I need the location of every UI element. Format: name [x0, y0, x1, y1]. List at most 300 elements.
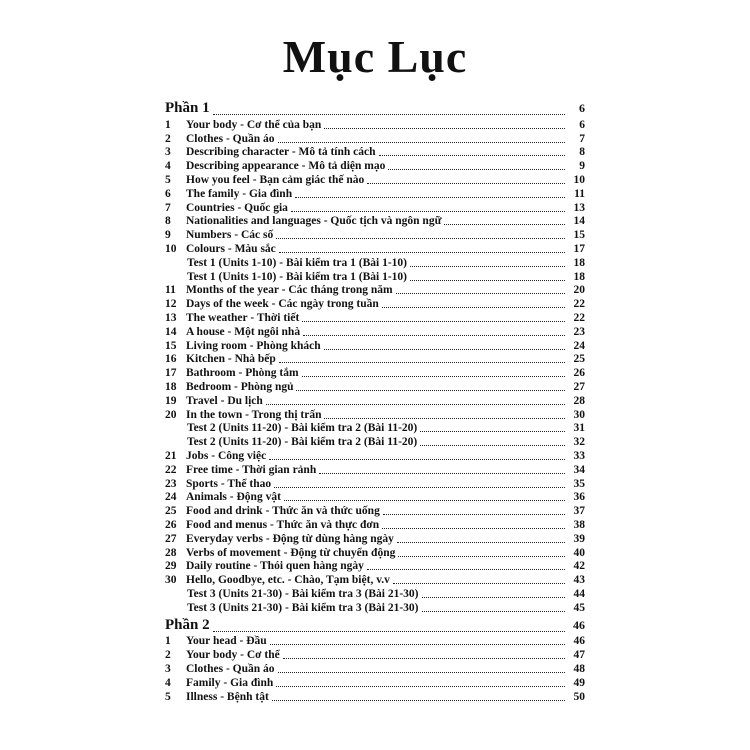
toc-entry-english: Test 1 (Units 1-10)	[187, 270, 277, 283]
toc-entry-title	[187, 257, 407, 269]
toc-entry-title	[187, 271, 407, 283]
table-of-contents	[165, 97, 585, 703]
toc-dot-leader	[324, 127, 565, 129]
toc-entry-english: Nationalities and languages	[186, 215, 321, 228]
toc-entry-vietnamese: Thức ăn và thực đơn	[276, 518, 380, 531]
toc-entry-separator: -	[276, 270, 286, 283]
toc-page-number: 22	[573, 298, 585, 311]
toc-entry-separator: -	[278, 284, 289, 297]
toc-entry-english: Kitchen	[186, 353, 225, 366]
toc-entry	[165, 172, 585, 186]
toc-dot-leader	[278, 671, 565, 673]
toc-page-number: 40	[573, 546, 585, 559]
toc-dot-leader	[272, 699, 565, 701]
toc-entry-number: 2	[165, 649, 171, 662]
toc-entry-separator: -	[239, 187, 249, 200]
toc-entry	[165, 517, 585, 531]
toc-page-number: 18	[573, 270, 585, 283]
toc-dot-leader	[410, 265, 565, 267]
toc-page-number: 17	[573, 242, 585, 255]
toc-entry-title	[186, 202, 288, 214]
toc-entry-english: Test 2 (Units 11-20)	[187, 436, 282, 449]
toc-page-number: 24	[573, 339, 585, 352]
toc-entry-separator: -	[281, 422, 292, 435]
toc-dot-leader	[324, 417, 565, 419]
toc-entry-separator: -	[268, 298, 279, 311]
toc-entry-vietnamese: Thể thao	[227, 477, 272, 490]
toc-page-number: 37	[573, 505, 585, 518]
toc-entry-separator: -	[298, 160, 309, 173]
toc-entry-number: 22	[165, 463, 177, 476]
toc-entry-english: Food and drink	[186, 505, 263, 518]
toc-entry-vietnamese: Gia đình	[248, 187, 293, 200]
toc-entry-english: Describing character	[186, 146, 289, 159]
toc-entry-english: The weather	[186, 311, 248, 324]
toc-entry-title	[186, 691, 269, 703]
toc-entry-title	[186, 409, 321, 421]
toc-entry-number: 14	[165, 325, 177, 338]
toc-page-number: 31	[573, 422, 585, 435]
toc-page-number: 18	[573, 256, 585, 269]
toc-entry-separator: -	[237, 118, 247, 131]
toc-page-number: 48	[573, 663, 585, 676]
toc-entry-number: 29	[165, 560, 177, 573]
toc-dot-leader	[279, 251, 565, 253]
toc-page-number: 35	[573, 477, 585, 490]
toc-entry-separator: -	[282, 601, 292, 614]
toc-dot-leader	[367, 568, 565, 570]
toc-entry-title	[186, 284, 393, 296]
toc-page-number: 28	[573, 394, 585, 407]
toc-dot-leader	[382, 306, 565, 308]
toc-entry-number: 24	[165, 491, 177, 504]
toc-page-number: 30	[573, 408, 585, 421]
toc-entry-vietnamese: Quần áo	[232, 663, 275, 676]
toc-entry-title	[186, 229, 273, 241]
toc-entry-title	[186, 146, 376, 158]
toc-entry-number: 26	[165, 518, 177, 531]
toc-dot-leader	[296, 389, 565, 391]
toc-entry-title	[187, 422, 417, 434]
toc-entry-separator: -	[262, 505, 273, 518]
toc-entry-english: Bathroom	[186, 367, 236, 380]
toc-entry	[165, 117, 585, 131]
toc-dot-leader	[388, 168, 565, 170]
toc-page-number: 14	[573, 215, 585, 228]
toc-entry-title	[186, 353, 276, 365]
toc-entry-title	[186, 478, 271, 490]
toc-entry-separator: -	[234, 201, 245, 214]
toc-entry-number: 11	[165, 284, 176, 297]
toc-entry-title	[186, 560, 364, 572]
toc-entry	[165, 448, 585, 462]
toc-dot-leader	[276, 685, 565, 687]
page-title: Mục Lục	[282, 31, 468, 82]
toc-entry	[165, 407, 585, 421]
toc-entry-english: Clothes	[186, 132, 224, 145]
toc-entry-english: Test 3 (Units 21-30)	[187, 601, 283, 614]
toc-entry-english: Your head	[186, 635, 237, 648]
toc-entry-title	[186, 635, 267, 647]
toc-dot-leader	[444, 223, 565, 225]
toc-entry-vietnamese: Các tháng trong năm	[288, 284, 393, 297]
toc-entry-vietnamese: Cơ thể của bạn	[246, 118, 322, 131]
toc-test-entry	[165, 586, 585, 600]
toc-entry-english: How you feel	[186, 173, 250, 186]
toc-entry	[165, 296, 585, 310]
toc-dot-leader	[367, 182, 565, 184]
toc-dot-leader	[269, 458, 565, 460]
toc-entry-title	[186, 133, 275, 145]
toc-entry-separator: -	[288, 146, 299, 159]
toc-entry-english: Countries	[186, 201, 235, 214]
toc-entry-english: Illness	[186, 690, 218, 703]
toc-entry-english: In the town	[186, 408, 243, 421]
toc-entry-english: Jobs	[186, 449, 209, 462]
toc-page-number: 9	[579, 160, 585, 173]
toc-dot-leader	[379, 154, 565, 156]
toc-entry	[165, 476, 585, 490]
toc-entry-vietnamese: Chào, Tạm biệt, v.v	[294, 574, 390, 587]
toc-dot-leader	[266, 403, 565, 405]
toc-page-number: 6	[579, 118, 585, 131]
toc-entry-vietnamese: Động từ dùng hàng ngày	[272, 532, 394, 545]
toc-page-number: 6	[579, 101, 585, 115]
toc-entry-title	[187, 588, 419, 600]
toc-entry-number: 3	[165, 663, 171, 676]
toc-entry	[165, 545, 585, 559]
toc-entry-vietnamese: Quốc tịch và ngôn ngữ	[330, 215, 442, 228]
toc-entry-separator: -	[320, 215, 331, 228]
toc-page-number: 38	[573, 518, 585, 531]
toc-page-number: 25	[573, 353, 585, 366]
toc-entry	[165, 379, 585, 393]
toc-entry-english: Describing appearance	[186, 160, 299, 173]
toc-page-number: 42	[573, 560, 585, 573]
toc-dot-leader	[410, 279, 565, 281]
toc-entry-vietnamese: Bài kiểm tra 2 (Bài 11-20)	[291, 436, 418, 449]
toc-entry-title	[186, 174, 364, 186]
toc-entry-number: 5	[165, 690, 171, 703]
toc-entry-vietnamese: Thời tiết	[256, 311, 300, 324]
toc-entry-vietnamese: Động từ chuyển động	[290, 546, 396, 559]
toc-entry-title	[186, 395, 263, 407]
toc-page-number: 33	[573, 449, 585, 462]
toc-entry-number: 17	[165, 367, 177, 380]
toc-entry-vietnamese: Công việc	[217, 449, 267, 462]
toc-entry-number: 10	[165, 242, 177, 255]
toc-entry-title	[186, 215, 441, 227]
toc-entry-english: Days of the week	[186, 298, 269, 311]
toc-entry	[165, 283, 585, 297]
toc-dot-leader	[213, 630, 565, 632]
toc-entry-english: Months of the year	[186, 284, 279, 297]
toc-dot-leader	[396, 292, 565, 294]
toc-entry	[165, 462, 585, 476]
toc-page-number: 49	[573, 676, 585, 689]
toc-entry	[165, 503, 585, 517]
toc-entry-separator: -	[236, 635, 247, 648]
toc-entry-english: Test 1 (Units 1-10)	[187, 256, 277, 269]
toc-entry-english: Your body	[186, 649, 238, 662]
toc-entry-english: Test 2 (Units 11-20)	[187, 422, 282, 435]
toc-entry-vietnamese: Một ngôi nhà	[234, 325, 301, 338]
toc-entry-title	[186, 340, 321, 352]
toc-test-entry	[165, 269, 585, 283]
toc-entry-separator: -	[267, 518, 277, 531]
toc-page-number: 46	[573, 617, 585, 632]
toc-entry	[165, 186, 585, 200]
toc-page-number: 46	[573, 635, 585, 648]
toc-entry-vietnamese: Thời gian rảnh	[242, 463, 317, 476]
toc-test-entry	[165, 600, 585, 614]
toc-entry-separator: -	[232, 463, 243, 476]
toc-entry-number: 4	[165, 160, 171, 173]
toc-page-number: 39	[573, 532, 585, 545]
toc-entry-number: 28	[165, 546, 177, 559]
toc-entry-number: 9	[165, 229, 171, 242]
toc-entry	[165, 675, 585, 689]
toc-entry-separator: -	[224, 353, 235, 366]
toc-dot-leader	[279, 361, 565, 363]
toc-dot-leader	[295, 196, 565, 198]
toc-dot-leader	[324, 348, 565, 350]
toc-entry-title	[186, 312, 299, 324]
toc-entry-title	[186, 491, 281, 503]
toc-entry-number: 25	[165, 505, 177, 518]
toc-entry-title	[186, 574, 390, 586]
toc-entry-separator: -	[217, 477, 228, 490]
toc-entry-separator: -	[220, 676, 231, 689]
toc-entry-number: 21	[165, 449, 177, 462]
toc-page-number: 7	[579, 132, 585, 145]
toc-entry	[165, 647, 585, 661]
toc-entry-number: 27	[165, 532, 177, 545]
toc-dot-leader	[213, 113, 565, 115]
toc-entry-number: 2	[165, 132, 171, 145]
toc-part-label: Phần 1	[165, 100, 210, 116]
toc-page-number: 45	[573, 601, 585, 614]
toc-part-heading	[165, 97, 585, 117]
toc-entry-english: A house	[186, 325, 225, 338]
toc-entry-english: Everyday verbs	[186, 532, 263, 545]
toc-entry-title	[186, 547, 395, 559]
toc-dot-leader	[302, 320, 565, 322]
toc-page-number: 36	[573, 491, 585, 504]
toc-entry-number: 3	[165, 146, 171, 159]
toc-dot-leader	[276, 237, 565, 239]
toc-entry-separator: -	[223, 663, 233, 676]
toc-entry-separator: -	[231, 380, 241, 393]
toc-dot-leader	[274, 486, 565, 488]
toc-entry-english: Hello, Goodbye, etc.	[186, 574, 285, 587]
toc-entry-number: 7	[165, 201, 171, 214]
toc-entry-vietnamese: Quần áo	[232, 132, 275, 145]
toc-entry-title	[186, 677, 273, 689]
toc-entry-vietnamese: Bài kiểm tra 1 (Bài 1-10)	[285, 270, 407, 283]
toc-entry-separator: -	[208, 449, 218, 462]
toc-entry-separator: -	[226, 491, 237, 504]
toc-dot-leader	[420, 444, 565, 446]
toc-entry	[165, 689, 585, 703]
toc-test-entry	[165, 255, 585, 269]
toc-entry	[165, 393, 585, 407]
toc-page-number: 23	[573, 325, 585, 338]
toc-entry-number: 30	[165, 574, 177, 587]
toc-entry-title	[186, 464, 316, 476]
toc-entry-vietnamese: Bài kiểm tra 1 (Bài 1-10)	[285, 256, 407, 269]
toc-entry	[165, 634, 585, 648]
toc-dot-leader	[291, 210, 565, 212]
toc-entry-vietnamese: Bài kiểm tra 2 (Bài 11-20)	[291, 422, 418, 435]
toc-entry-title	[186, 119, 321, 131]
toc-dot-leader	[283, 657, 565, 659]
toc-entry-vietnamese: Động vật	[236, 491, 281, 504]
toc-entry-vietnamese: Các số	[240, 229, 274, 242]
toc-entry-vietnamese: Đầu	[246, 635, 267, 648]
toc-entry-separator: -	[249, 173, 260, 186]
toc-entry	[165, 352, 585, 366]
toc-entry	[165, 200, 585, 214]
toc-dot-leader	[398, 555, 565, 557]
toc-page-number: 44	[573, 587, 585, 600]
toc-entry-number: 13	[165, 311, 177, 324]
toc-entry-separator: -	[235, 367, 246, 380]
toc-entry-title	[186, 326, 300, 338]
toc-entry-vietnamese: Trong thị trấn	[251, 408, 322, 421]
toc-entry-title	[186, 533, 394, 545]
toc-entry-separator: -	[262, 532, 273, 545]
toc-entry-title	[186, 450, 266, 462]
toc-entry-number: 16	[165, 353, 177, 366]
toc-entry-english: Test 3 (Units 21-30)	[187, 587, 283, 600]
toc-entry-vietnamese: Phòng khách	[256, 339, 321, 352]
toc-dot-leader	[270, 643, 565, 645]
toc-entry-number: 4	[165, 676, 171, 689]
toc-entry-english: Travel	[186, 394, 218, 407]
toc-entry-vietnamese: Nhà bếp	[234, 353, 276, 366]
toc-entry	[165, 559, 585, 573]
toc-entry-number: 5	[165, 173, 171, 186]
toc-entry-english: Living room	[186, 339, 247, 352]
toc-entry-separator: -	[247, 311, 257, 324]
toc-entry-english: Verbs of movement	[186, 546, 281, 559]
toc-entry-title	[186, 381, 293, 393]
toc-entry	[165, 324, 585, 338]
toc-entry-separator: -	[281, 436, 292, 449]
toc-entry	[165, 531, 585, 545]
toc-entry-english: Colours	[186, 242, 225, 255]
toc-entry-number: 18	[165, 380, 177, 393]
toc-entry	[165, 310, 585, 324]
toc-entry-separator: -	[284, 574, 295, 587]
toc-entry	[165, 241, 585, 255]
toc-entry-separator: -	[217, 690, 227, 703]
toc-entry-english: Daily routine	[186, 560, 251, 573]
toc-dot-leader	[303, 334, 565, 336]
toc-entry-english: Clothes	[186, 663, 224, 676]
toc-entry-english: Sports	[186, 477, 218, 490]
toc-test-entry	[165, 434, 585, 448]
toc-page-number: 47	[573, 649, 585, 662]
toc-entry-english: Free time	[186, 463, 233, 476]
toc-entry-number: 19	[165, 394, 177, 407]
toc-entry-vietnamese: Phòng ngủ	[240, 380, 294, 393]
toc-entry-separator: -	[276, 256, 286, 269]
toc-entry-vietnamese: Thức ăn và thức uống	[272, 505, 380, 518]
toc-entry-english: Bedroom	[186, 380, 232, 393]
toc-entry-number: 23	[165, 477, 177, 490]
toc-entry-separator: -	[224, 242, 235, 255]
toc-entry-number: 8	[165, 215, 171, 228]
toc-page-number: 34	[573, 463, 585, 476]
toc-entry-english: Numbers	[186, 229, 232, 242]
toc-entry	[165, 145, 585, 159]
toc-test-entry	[165, 421, 585, 435]
toc-entry-vietnamese: Các ngày trong tuần	[278, 298, 379, 311]
toc-entry	[165, 131, 585, 145]
toc-entry-english: The family	[186, 187, 240, 200]
toc-entry-separator: -	[250, 560, 261, 573]
toc-page-number: 50	[573, 690, 585, 703]
toc-entry	[165, 214, 585, 228]
toc-entry-number: 6	[165, 187, 171, 200]
toc-dot-leader	[420, 430, 565, 432]
toc-entry-english: Animals	[186, 491, 227, 504]
toc-entry-number: 20	[165, 408, 177, 421]
toc-entry-title	[186, 243, 276, 255]
toc-page-number: 26	[573, 367, 585, 380]
toc-page-number: 11	[574, 187, 585, 200]
toc-entry-separator: -	[223, 132, 233, 145]
toc-entry-vietnamese: Mô tả tính cách	[298, 146, 376, 159]
toc-entry-number: 1	[165, 635, 171, 648]
toc-entry	[165, 338, 585, 352]
toc-entry-separator: -	[237, 649, 247, 662]
toc-entry-title	[186, 663, 275, 675]
toc-entry-title	[186, 649, 280, 661]
toc-page-number: 32	[573, 436, 585, 449]
toc-entry-separator: -	[217, 394, 228, 407]
toc-entry-title	[186, 298, 379, 310]
toc-entry	[165, 572, 585, 586]
toc-entry-vietnamese: Cơ thể	[246, 649, 280, 662]
toc-page-number: 43	[573, 574, 585, 587]
toc-entry-title	[187, 602, 419, 614]
toc-entry-number: 1	[165, 118, 171, 131]
toc-entry-separator: -	[242, 408, 252, 421]
toc-entry-english: Food and menus	[186, 518, 268, 531]
toc-entry-separator: -	[231, 229, 241, 242]
toc-entry-separator: -	[246, 339, 257, 352]
toc-page-number: 10	[573, 173, 585, 186]
toc-entry-vietnamese: Du lịch	[227, 394, 263, 407]
toc-entry	[165, 227, 585, 241]
toc-entry-vietnamese: Gia đình	[230, 676, 274, 689]
toc-part-heading	[165, 614, 585, 634]
toc-entry-title	[186, 505, 380, 517]
toc-page-number: 15	[573, 229, 585, 242]
toc-entry-vietnamese: Bạn cảm giác thế nào	[259, 173, 365, 186]
toc-entry-separator: -	[224, 325, 235, 338]
toc-dot-leader	[382, 527, 565, 529]
toc-entry-separator: -	[280, 546, 291, 559]
toc-entry-english: Family	[186, 676, 221, 689]
toc-page-number: 13	[573, 201, 585, 214]
toc-entry-title	[186, 160, 385, 172]
toc-entry	[165, 158, 585, 172]
toc-entry-number: 15	[165, 339, 177, 352]
